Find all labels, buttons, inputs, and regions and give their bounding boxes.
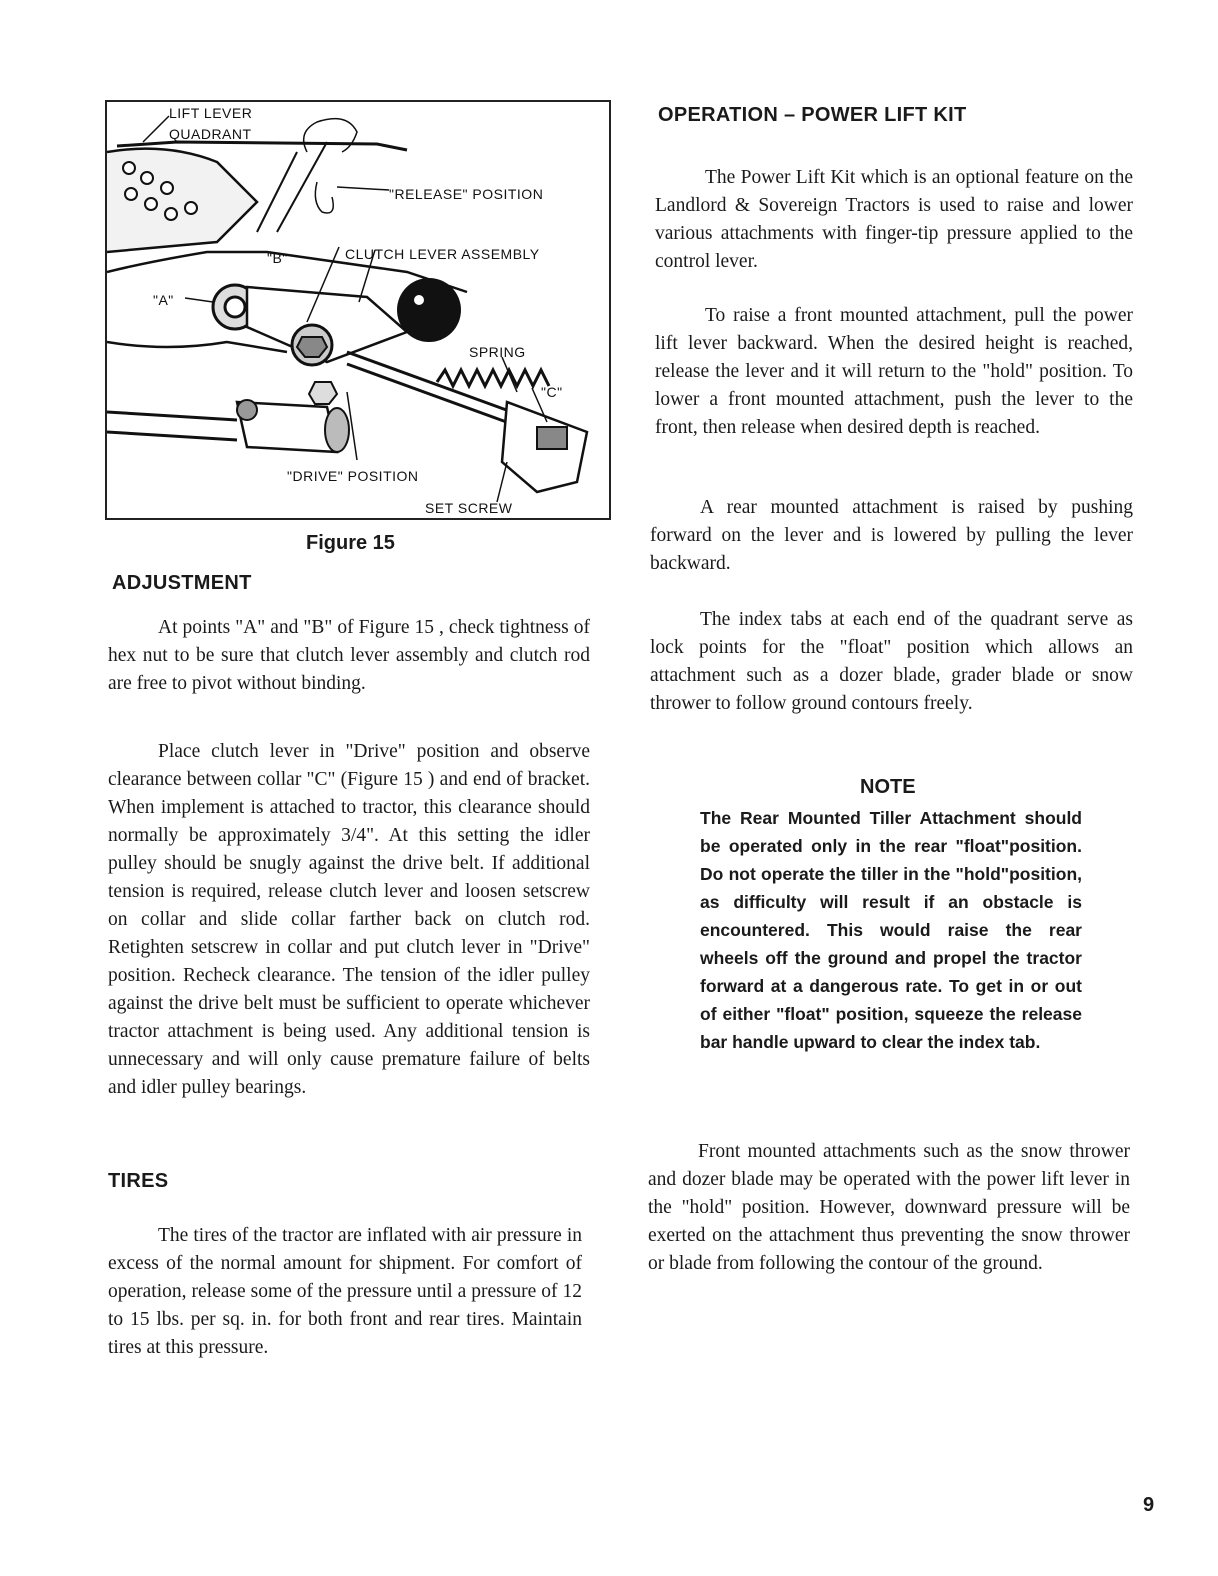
page-number: 9	[1143, 1494, 1155, 1516]
adjustment-heading: ADJUSTMENT	[112, 572, 252, 594]
label-release-position: "RELEASE" POSITION	[389, 186, 544, 202]
operation-paragraph-4: The index tabs at each end of the quadrant serve as lock points for the "float" position which allows an attachment such as a dozer blade, grader blade or snow thrower to follow ground contours freely.	[650, 609, 1133, 714]
label-lift-lever: LIFT LEVER	[169, 105, 253, 121]
operation-paragraph-5: Front mounted attachments such as the snow thrower and dozer blade may be operated with the power lift lever in the "hold" position. However, downward pressure will be exerted on the attachment thus preventing the snow thrower or blade from following the contour of the ground.	[648, 1141, 1130, 1274]
operation-paragraph-3: A rear mounted attachment is raised by pushing forward on the lever and is lowered by pulling the lever backward.	[650, 497, 1133, 574]
operation-paragraph-2: To raise a front mounted attachment, pull the power lift lever backward. When the desired height is reached, release the lever and it will return to the "hold" position. To lower a front mounted attachment, push the lever to the front, then release when desired depth is reached.	[655, 305, 1133, 438]
figure-15-diagram	[105, 100, 611, 520]
operation-heading: OPERATION – POWER LIFT KIT	[658, 104, 967, 126]
adjustment-paragraph-2: Place clutch lever in "Drive" position and observe clearance between collar "C" (Figure 15 ) and end of bracket. When implement is attached to tractor, this clearance should normally be approximately 3/4". At this setting the idler pulley should be snugly against the drive belt. If additional tension is required, release clutch lever and loosen setscrew on collar and slide collar farther back on clutch rod. Retighten setscrew in collar and put clutch lever in "Drive" position. Recheck clearance. The tension of the idler pulley against the drive belt must be sufficient to operate whichever tractor attachment is being used. Any additional tension is unnecessary and will only cause premature failure of belts and idler pulley bearings.	[108, 741, 590, 1098]
label-point-a: "A"	[153, 292, 174, 308]
adjustment-paragraph-1: At points "A" and "B" of Figure 15 , check tightness of hex nut to be sure that clutch lever assembly and clutch rod are free to pivot without binding.	[108, 617, 590, 694]
label-quadrant: QUADRANT	[169, 126, 252, 142]
label-set-screw: SET SCREW	[425, 500, 513, 516]
note-title: NOTE	[860, 776, 916, 798]
tires-paragraph: The tires of the tractor are inflated with air pressure in excess of the normal amount for shipment. For comfort of operation, release some of the pressure until a pressure of 12 to 15 lbs. per sq. in. for both front and rear tires. Maintain tires at this pressure.	[108, 1225, 582, 1358]
operation-paragraph-1: The Power Lift Kit which is an optional feature on the Landlord & Sovereign Tractors is used to raise and lower various attachments with finger-tip pressure applied to the control lever.	[655, 167, 1133, 272]
label-clutch-lever-assembly: CLUTCH LEVER ASSEMBLY	[345, 246, 540, 262]
figure-caption: Figure 15	[306, 532, 395, 554]
label-spring: SPRING	[469, 344, 526, 360]
label-drive-position: "DRIVE" POSITION	[287, 468, 419, 484]
note-body: The Rear Mounted Tiller Attachment should be operated only in the rear "float"position. Do not operate the tiller in the "hold"position, as difficulty will result if an obstacle is encountered. This would raise the rear wheels off the ground and propel the tractor forward at a dangerous rate. To get in or out of either "float" position, squeeze the release bar handle upward to clear the index tab.	[700, 808, 1082, 1052]
label-collar-c: "C"	[541, 384, 563, 400]
label-point-b: "B"	[267, 250, 288, 266]
tires-heading: TIRES	[108, 1170, 169, 1192]
clutch-lever-illustration	[107, 102, 611, 520]
